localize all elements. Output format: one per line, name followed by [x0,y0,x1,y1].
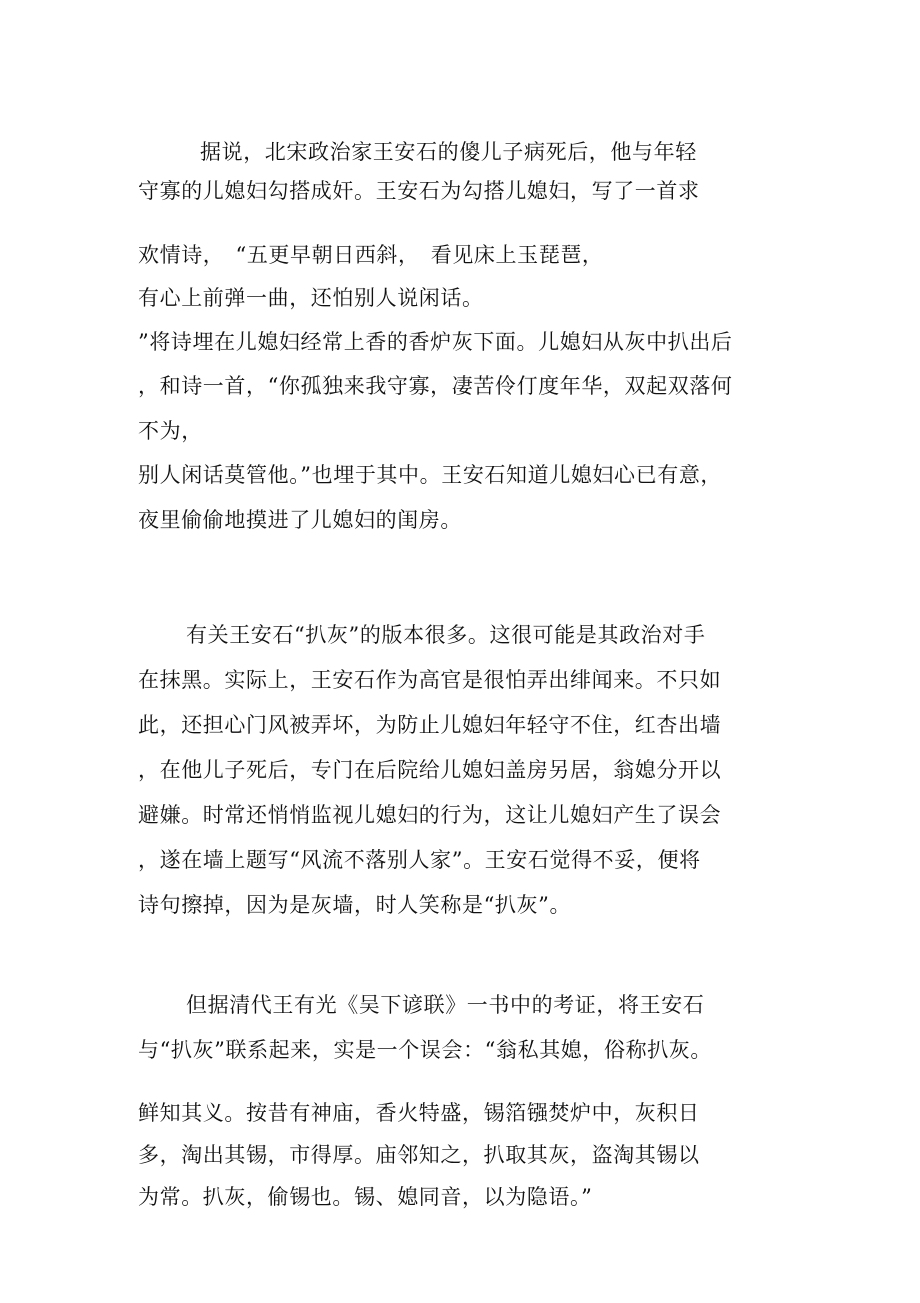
paragraph-3-line-2: 与“扒灰”联系起来，实是一个误会：“翁私其媳，俗称扒灰。 [138,1038,713,1062]
paragraph-2-line-2: 在抹黑。实际上，王安石作为高官是很怕弄出绯闻来。不只如 [138,668,722,692]
paragraph-2-line-1: 有关王安石“扒灰”的版本很多。这很可能是其政治对手 [186,623,706,647]
paragraph-3-line-1: 但据清代王有光《吴下谚联》一书中的考证，将王安石 [186,993,705,1017]
paragraph-2-line-4: ，在他儿子死后，专门在后院给儿媳妇盖房另居，翁媳分开以 [138,758,722,782]
paragraph-2-line-6: ，遂在墙上题写“风流不落别人家”。王安石觉得不妥，便将 [138,848,701,872]
paragraph-1-line-6: ，和诗一首，“你孤独来我守寡，凄苦伶仃度年华，双起双落何 [138,374,733,398]
paragraph-1-line-7: 不为， [138,419,203,443]
paragraph-2-line-3: 此，还担心门风被弄坏，为防止儿媳妇年轻守不住，红杏出墙 [138,713,722,737]
paragraph-3-line-4: 多，淘出其锡，市得厚。庙邻知之，扒取其灰，盗淘其锡以 [138,1143,700,1167]
paragraph-1-line-1: 据说，北宋政治家王安石的傻儿子病死后，他与年轻 [200,140,697,164]
paragraph-2-line-7: 诗句擦掉，因为是灰墙，时人笑称是“扒灰”。 [138,893,572,917]
paragraph-1-line-4: 有心上前弹一曲，还怕别人说闲话。 [138,286,484,310]
paragraph-1-line-2: 守寡的儿媳妇勾搭成奸。王安石为勾搭儿媳妇，写了一首求 [138,179,700,203]
paragraph-1-line-3: 欢情诗， “五更早朝日西斜， 看见床上玉琵琶， [138,243,604,267]
paragraph-1-line-8: 别人闲话莫管他。”也埋于其中。王安石知道儿媳妇心已有意， [138,463,723,487]
paragraph-1-line-9: 夜里偷偷地摸进了儿媳妇的闺房。 [138,508,462,532]
paragraph-3-line-3: 鲜知其义。按昔有神庙，香火特盛，锡箔镪焚炉中，灰积日 [138,1101,700,1125]
paragraph-3-line-5: 为常。扒灰，偷锡也。锡、媳同音，以为隐语。” [138,1185,593,1209]
paragraph-2-line-5: 避嫌。时常还悄悄监视儿媳妇的行为，这让儿媳妇产生了误会 [138,803,722,827]
paragraph-1-line-5: ”将诗埋在儿媳妇经常上香的香炉灰下面。儿媳妇从灰中扒出后 [138,330,733,354]
